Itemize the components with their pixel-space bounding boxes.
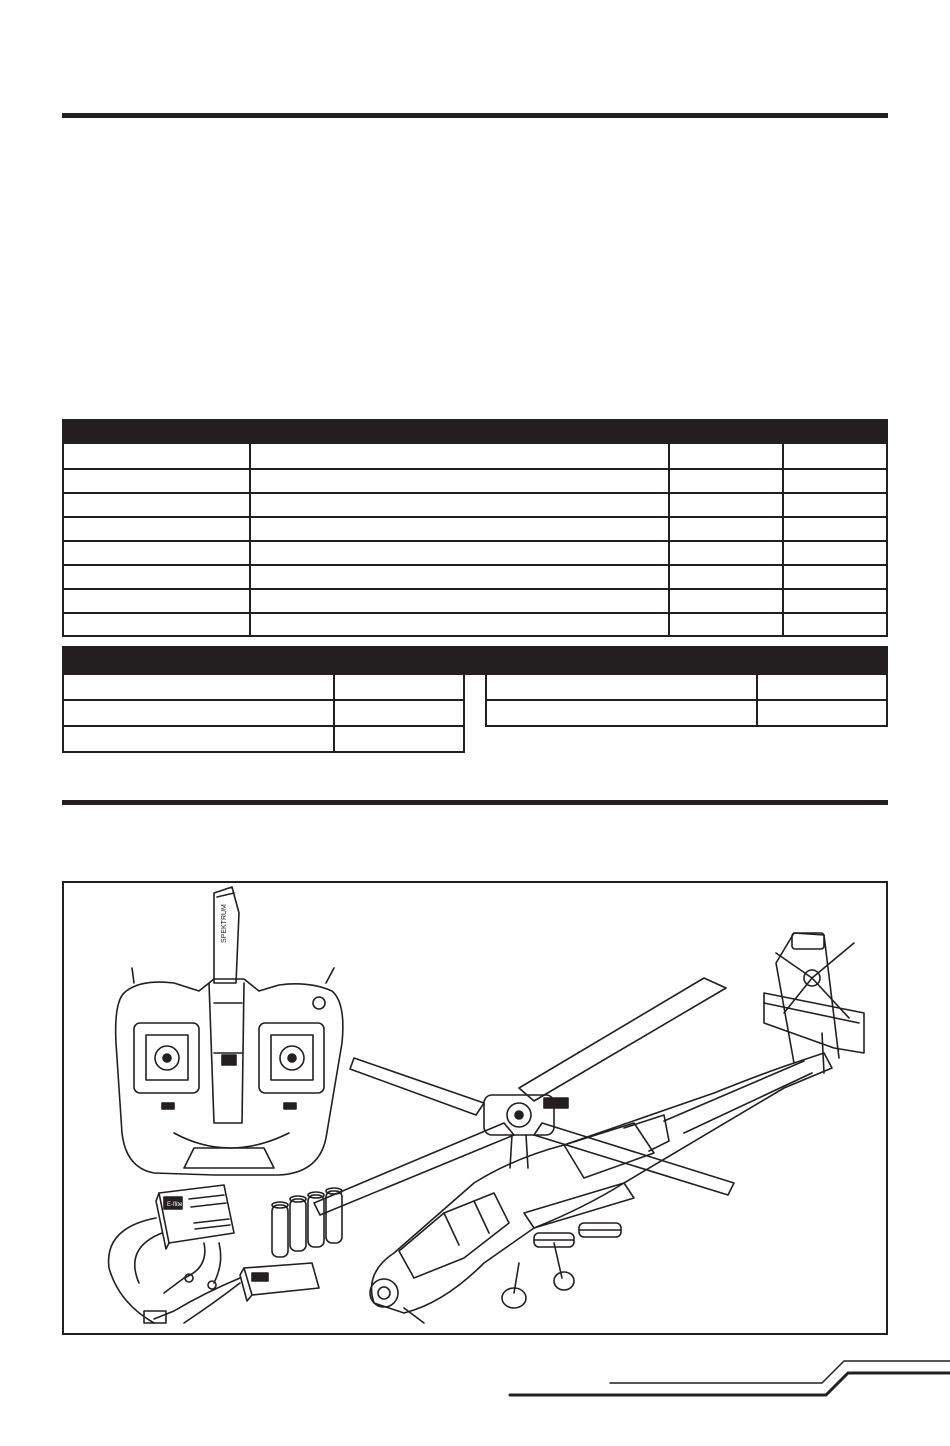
helicopter-drawing — [314, 933, 864, 1323]
aa-batteries-drawing — [272, 1188, 342, 1257]
flight-battery-drawing — [144, 1263, 319, 1323]
spec-table-row-divider — [62, 564, 888, 566]
spec-table-row-divider — [62, 612, 888, 614]
spec-table-2-row-divider — [62, 699, 465, 701]
transmitter-drawing — [116, 887, 343, 1175]
spec-table-row-divider — [62, 516, 888, 518]
box-contents-drawing — [64, 883, 886, 1333]
spec-table-2-col-divider — [756, 675, 758, 727]
box-contents-illustration — [62, 881, 888, 1335]
spec-table-2-row-divider — [62, 725, 465, 727]
svg-text:E-flite: E-flite — [167, 1202, 183, 1208]
spec-table-row-divider — [62, 588, 888, 590]
section-bottom-rule — [62, 800, 888, 805]
spec-table-frame — [62, 419, 888, 637]
spec-table-row-divider — [62, 492, 888, 494]
section-top-rule — [62, 113, 888, 118]
spec-table-row-divider — [62, 540, 888, 542]
spec-table-row-divider — [62, 468, 888, 470]
spec-table-2-col-divider — [333, 675, 335, 753]
svg-text:SPEKTRUM: SPEKTRUM — [221, 904, 228, 943]
spec-table-2-row-divider — [485, 699, 888, 701]
spec-table-2-right-frame — [485, 646, 888, 727]
footer-decoration — [0, 1346, 950, 1446]
